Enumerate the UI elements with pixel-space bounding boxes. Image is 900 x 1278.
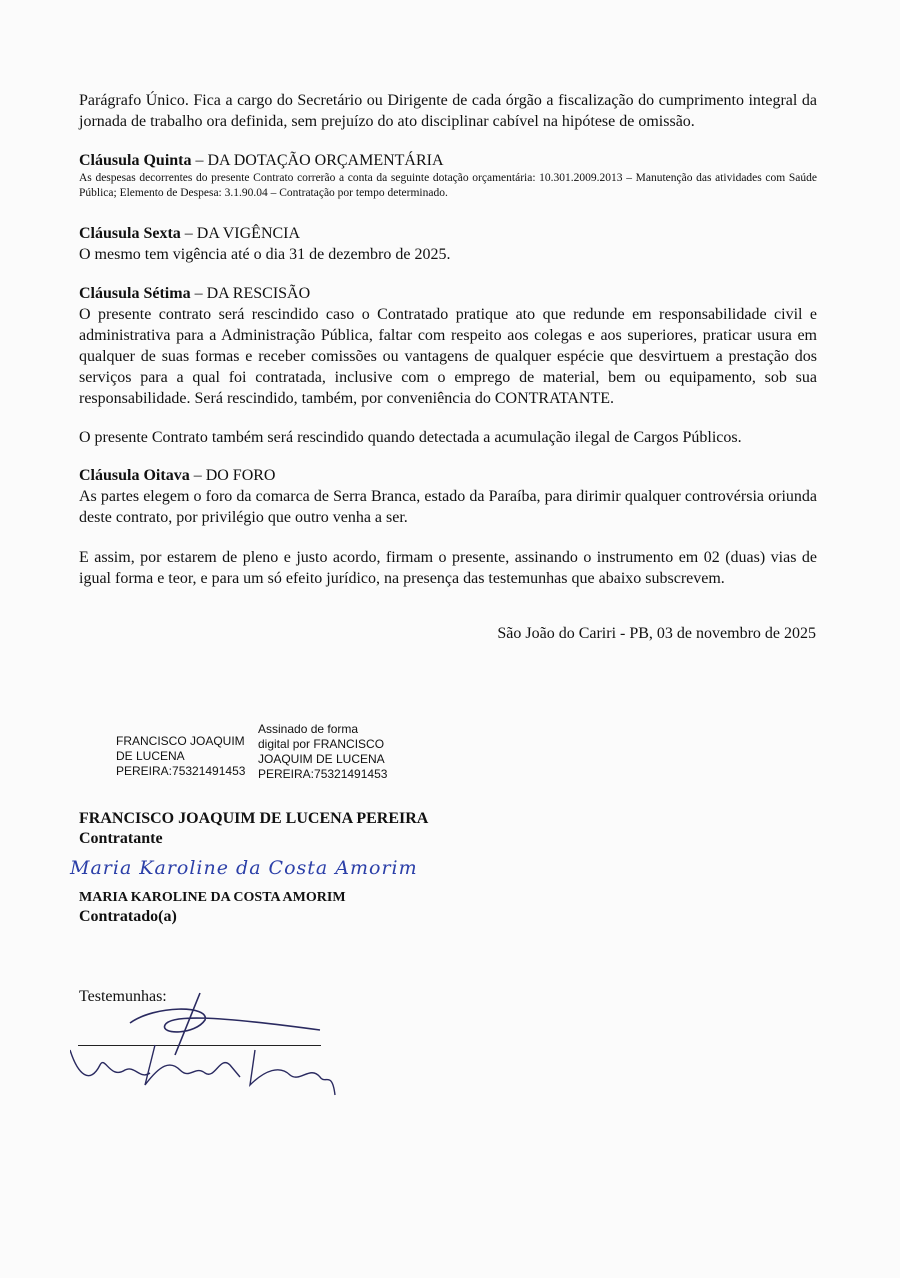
clausula-sexta-title: – DA VIGÊNCIA — [180, 225, 301, 242]
contratante-role: Contratante — [79, 830, 163, 847]
contratado-name: MARIA KAROLINE DA COSTA AMORIM — [79, 890, 346, 905]
clausula-quinta-heading — [79, 150, 817, 171]
clausula-quinta-text: As despesas decorrentes do presente Contrato correrão a conta da seguinte dotação orçamentária: 10.301.2009.2013 – Manutenção das atividades com Saúde Pública; Elemento de Despesa: 3.1.90.04 – Contratação por tempo determinado. — [79, 172, 817, 199]
clausula-setima-label: Cláusula Sétima — [79, 285, 191, 302]
contratante-name: FRANCISCO JOAQUIM DE LUCENA PEREIRA — [79, 810, 429, 827]
paragrafo-unico: Parágrafo Único. Fica a cargo do Secretário ou Dirigente de cada órgão a fiscalização do cumprimento integral da jornada de trabalho ora definida, sem prejuízo do ato disciplinar cabível na hipótese de omissão. — [79, 92, 817, 130]
clausula-setima-heading — [79, 283, 817, 304]
contratado-handwritten-signature: Maria Karoline da Costa Amorim — [70, 857, 418, 879]
clausula-oitava-label: Cláusula Oitava — [79, 467, 190, 484]
digital-signature-info — [258, 722, 418, 782]
clausula-sexta-label: Cláusula Sexta — [79, 225, 181, 242]
clausula-quinta-label: Cláusula Quinta — [79, 152, 192, 169]
place-date: São João do Cariri - PB, 03 de novembro de 2025 — [497, 625, 816, 642]
digital-signature-line-1: Assinado de forma — [258, 722, 359, 736]
witness-1-signature — [130, 993, 320, 1055]
digital-signature-line-3: JOAQUIM DE LUCENA — [258, 752, 385, 766]
digital-signature-line-2: digital por FRANCISCO — [258, 737, 385, 751]
clausula-setima-title: – DA RESCISÃO — [190, 285, 311, 302]
clausula-oitava-text: As partes elegem o foro da comarca de Serra Branca, estado da Paraíba, para dirimir qualquer controvérsia oriunda deste contrato, por privilégio que outro venha a ser. — [79, 488, 817, 526]
digital-signature-line-4: PEREIRA:75321491453 — [258, 767, 388, 781]
testemunhas-label: Testemunhas: — [79, 988, 167, 1005]
clausula-quinta-title: – DA DOTAÇÃO ORÇAMENTÁRIA — [191, 152, 444, 169]
clausula-sexta-text: O mesmo tem vigência até o dia 31 de dezembro de 2025. — [79, 246, 451, 263]
digital-signature-name: FRANCISCO JOAQUIM DE LUCENA PEREIRA:75321491453 — [116, 734, 246, 778]
clausula-setima-text: O presente contrato será rescindido caso o Contratado pratique ato que redunde em responsabilidade civil e administrativa para a Administração Pública, faltar com respeito aos colegas e aos superiores, praticar usura em qualquer de suas formas e receber comissões ou vantagens de qualquer espécie que desvirtuem a prestação dos serviços para a qual foi contratada, inclusive com o emprego de material, bem ou equipamento, sob sua responsabilidade. Será rescindido, também, por conveniência do CONTRATANTE. — [79, 306, 817, 407]
clausula-oitava-title: – DO FORO — [189, 467, 276, 484]
fecho-paragraph: E assim, por estarem de pleno e justo acordo, firmam o presente, assinando o instrumento em 02 (duas) vias de igual forma e teor, e para um só efeito jurídico, na presença das testemunhas que abaixo subscrevem. — [79, 549, 817, 587]
witness-signatures — [70, 985, 350, 1100]
contratado-role: Contratado(a) — [79, 908, 177, 925]
clausula-setima-text-2: O presente Contrato também será rescindido quando detectada a acumulação ilegal de Cargos Públicos. — [79, 429, 742, 446]
witness-2-signature — [70, 1045, 335, 1095]
clausula-oitava-heading — [79, 465, 817, 486]
clausula-sexta-heading — [79, 223, 817, 244]
